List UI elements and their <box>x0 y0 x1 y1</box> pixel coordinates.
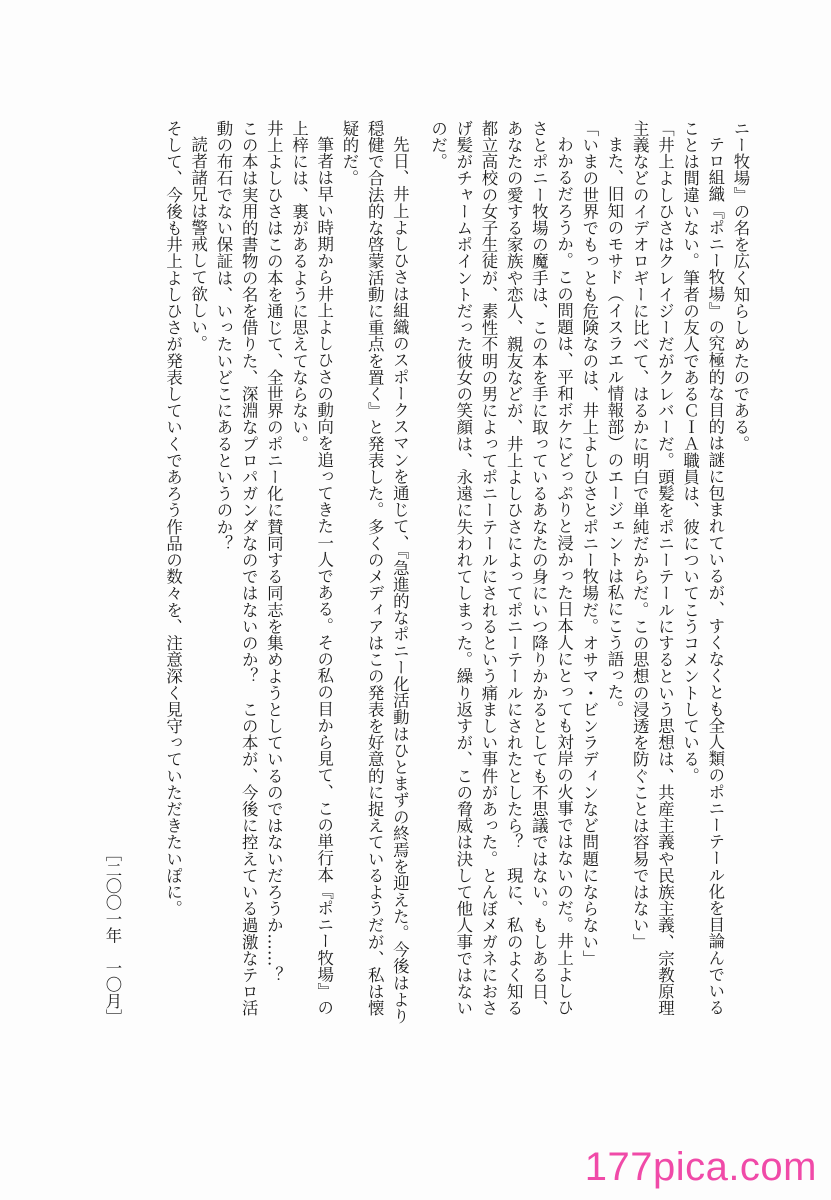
text-column: そして、今後も井上よしひさが発表していくであろう作品の数々を、注意深く見守っていただきたいぽに。 <box>163 120 183 917</box>
text-column: 上梓には、裏があるように思えてならない。 <box>289 120 309 452</box>
text-column: 疑的だ。 <box>339 120 359 187</box>
text-column: あなたの愛する家族や恋人、親友などが、井上よしひさによってポニーテールにされたとしたら？ 現に、私のよく知る <box>504 120 524 1017</box>
text-column: 読者諸兄は警戒して欲しい。 <box>188 136 208 353</box>
text-column: 主義などのイデオロギーに比べて、はるかに明白で単純だからだ。この思想の浸透を防ぐことは容易ではない」 <box>630 120 650 950</box>
date-signature: ［二〇〇一年 一〇月］ <box>103 845 122 1026</box>
text-column: この本は実用的書物の名を借りた、深淵なプロパガンダなのではないのか？ この本が、今後に控えている過激なテロ活 <box>239 120 259 1017</box>
essay-body <box>160 120 753 1080</box>
text-column: 井上よしひさはこの本を通じて、全世界のポニー化に賛同する同志を集めようとしているのではないだろうか……？ <box>264 120 284 984</box>
text-column: 先日、井上よしひさは組織のスポークスマンを通じて、『急進的なポニー化活動はひとまずの終焉を迎えた。今後はより <box>390 136 410 1025</box>
text-column: テロ組織『ポニー牧場』の究極的な目的は謎に包まれているが、すくなくとも全人類のポニーテール化を目論んでいる <box>705 136 725 1017</box>
text-column: げ髪がチャームポイントだった彼女の笑顔は、永遠に失われてしまった。繰り返すが、この脅威は決して他人事ではない <box>453 120 473 1017</box>
text-column: 「いまの世界でもっとも危険なのは、井上よしひさとポニー牧場だ。オサマ・ビンラディンなど問題にならない」 <box>579 120 599 967</box>
text-column: さとポニー牧場の魔手は、この本を手に取っているあなたの身にいつ降りかかるとしても不思議ではない。もしある日、 <box>529 120 549 1017</box>
text-column: ニー牧場』の名を広く知らしめたのである。 <box>731 120 750 452</box>
text-column: 動の布石でない保証は、いったいどこにあるというのか？ <box>213 120 233 552</box>
text-column: わかるだろうか。この問題は、平和ボケにどっぷりと浸かった日本人にとっても対岸の火事ではないのだ。井上よしひ <box>554 136 574 1017</box>
text-column: また、旧知のモサド（イスラエル情報部）のエージェントは私にこう語った。 <box>604 136 624 718</box>
text-column: 筆者は早い時期から井上よしひさの動向を追ってきた一人である。その私の目から見て、この単行本『ポニー牧場』の <box>314 136 334 1017</box>
text-column: 「井上よしひさはクレイジーだがクレバーだ。頭髪をポニーテールにするという思想は、共産主義や民族主義、宗教原理 <box>655 120 675 1017</box>
text-column: 都立高校の女子生徒が、素性不明の男によってポニーテールにされるという痛ましい事件があった。とんぼメガネにおさ <box>478 120 498 1017</box>
text-column: のだ。 <box>428 120 448 170</box>
text-column: ことは間違いない。筆者の友人であるＣＩＡ職員は、彼についてこうコメントしている。 <box>680 120 700 784</box>
watermark-logo: 177pica.com <box>584 1145 817 1189</box>
text-column: 穏健で合法的な啓蒙活動に重点を置く』と発表した。多くのメディアはこの発表を好意的に捉えているようだが、私は懐 <box>365 120 385 1017</box>
